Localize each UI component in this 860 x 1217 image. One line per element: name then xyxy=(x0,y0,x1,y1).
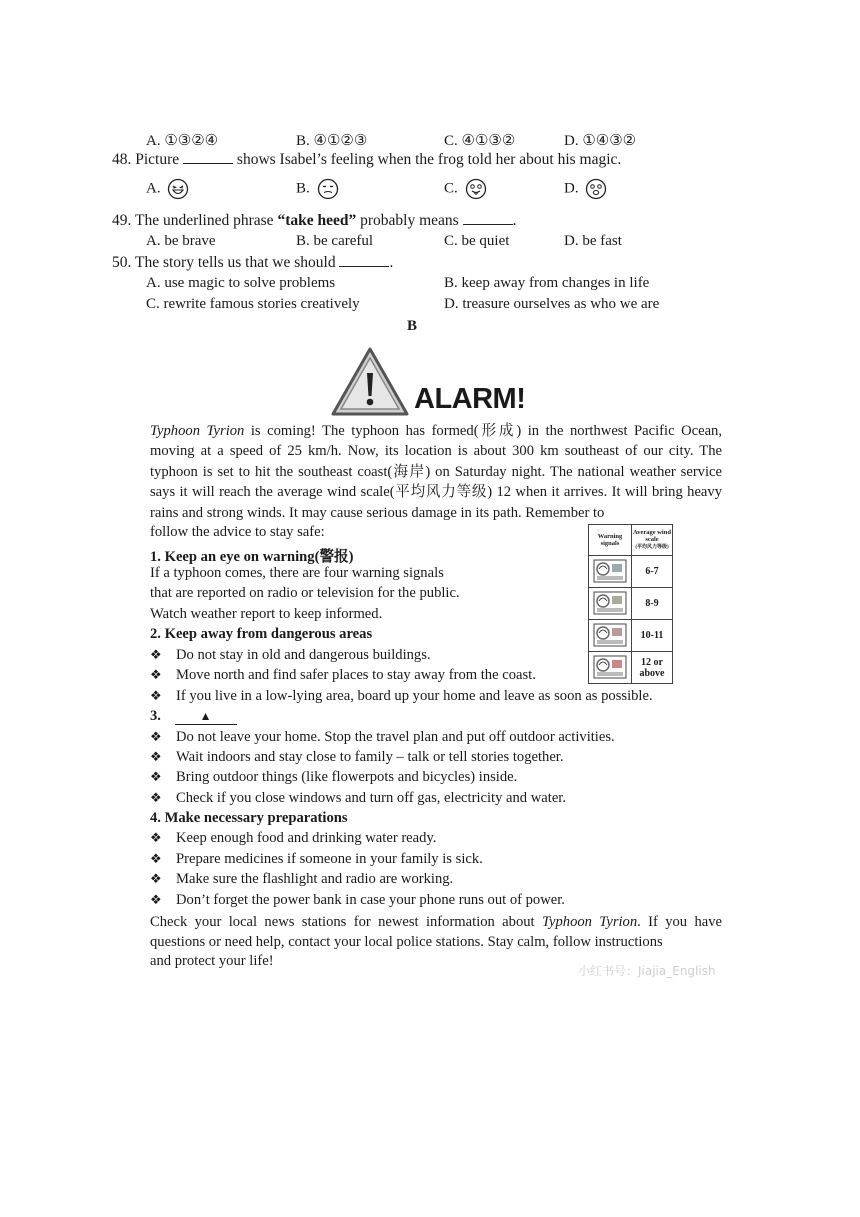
section1-line: that are reported on radio or television for the public. xyxy=(150,585,460,601)
list-item-text: Don’t forget the power bank in case your phone runs out of power. xyxy=(176,892,565,908)
table-header-scale-cn: (平均风力等级) xyxy=(635,545,669,550)
list-item-text: Move north and find safer places to stay away from the coast. xyxy=(176,667,536,683)
list-item-text: Prepare medicines if someone in your family is sick. xyxy=(176,851,483,867)
closing-typhoon-name: Typhoon Tyrion xyxy=(541,914,638,930)
list-item xyxy=(150,790,566,807)
list-item-text: Check if you close windows and turn off gas, electricity and water. xyxy=(176,790,567,806)
q50-option-b: B. keep away from changes in life xyxy=(444,275,650,291)
list-item-text: If you live in a low-lying area, board up your home and leave as soon as possible. xyxy=(176,688,653,704)
bullet-icon: ❖ xyxy=(150,769,162,784)
q49-text-after: probably means xyxy=(356,212,459,229)
q48-option-b-label: B. xyxy=(296,180,310,197)
section3-blank: ▲ xyxy=(175,709,237,725)
closing-text-after: . If you have questions or need help, contact your local police stations. Stay calm, follow instructions xyxy=(150,914,723,951)
q49-option-c: C. be quiet xyxy=(444,233,510,249)
list-item xyxy=(150,892,565,909)
list-item xyxy=(150,749,564,766)
q48-option-c-label: C. xyxy=(444,180,458,197)
wind-scale-value: 12 or above xyxy=(632,652,673,684)
intro-text: is coming! The typhoon has formed(形成) in the northwest Pacific Ocean, moving at a speed of 25 km/h. Now, its location is about 300 km southeast of our city. The typhoon is set to hit the southeast coast(海岸) on Saturday night. The national weather service says it will reach the average wind scale(平均风力等级) 12 when it arrives. It will bring heavy rains and strong winds. It may cause serious damage in its path. Remember to xyxy=(150,423,723,521)
list-item xyxy=(150,769,517,786)
tongue-face-icon xyxy=(465,178,487,200)
bullet-icon: ❖ xyxy=(150,892,162,907)
q50-option-a: A. use magic to solve problems xyxy=(146,275,336,291)
q48-text-before: 48. Picture xyxy=(112,151,180,168)
warning-signals-table xyxy=(588,524,673,684)
section1-line: Watch weather report to keep informed. xyxy=(150,606,383,622)
q50-option-c: C. rewrite famous stories creatively xyxy=(146,296,360,312)
q48-blank xyxy=(183,151,233,164)
list-item-text: Bring outdoor things (like flowerpots and bicycles) inside. xyxy=(176,769,518,785)
q49-blank xyxy=(463,212,513,225)
list-item xyxy=(150,871,453,888)
bullet-icon: ❖ xyxy=(150,647,162,662)
unamused-face-icon xyxy=(317,178,339,200)
closing-last-line: and protect your life! xyxy=(150,953,274,969)
list-item-text: Make sure the flashlight and radio are working. xyxy=(176,871,454,887)
table-row xyxy=(589,556,673,588)
list-item xyxy=(150,667,536,684)
q47-option-c: C. ④①③② xyxy=(444,133,516,149)
q48-question xyxy=(112,151,621,169)
q49-text-before: 49. The underlined phrase xyxy=(112,212,278,229)
table-row xyxy=(589,652,673,684)
laughing-face-icon xyxy=(167,178,189,200)
q48-text-after: shows Isabel’s feeling when the frog told her about his magic. xyxy=(233,151,622,168)
section3-number: 3. xyxy=(150,708,161,724)
q47-option-d: D. ①④③② xyxy=(564,133,637,149)
section3-heading xyxy=(150,708,237,725)
list-item-text: Do not leave your home. Stop the travel plan and put off outdoor activities. xyxy=(176,729,615,745)
q48-option-d xyxy=(564,178,607,200)
bullet-icon: ❖ xyxy=(150,871,162,886)
q49-option-a: A. be brave xyxy=(146,233,216,249)
q49-option-d: D. be fast xyxy=(564,233,622,249)
bullet-icon: ❖ xyxy=(150,667,162,682)
typhoon-signal-icon xyxy=(589,556,632,588)
q49-question: 49. The underlined phrase “take heed” probably means . xyxy=(112,212,517,229)
section4-heading: 4. Make necessary preparations xyxy=(150,810,348,826)
typhoon-signal-icon xyxy=(589,588,632,620)
watermark: 小红书号：Jiajia_English xyxy=(578,964,716,978)
q48-option-a xyxy=(146,178,189,200)
intro-paragraph xyxy=(150,421,722,523)
q49-phrase: “take heed” xyxy=(277,212,357,229)
section1-heading: 1. Keep an eye on warning(警报) xyxy=(150,549,354,565)
list-item xyxy=(150,830,436,847)
warning-triangle-icon xyxy=(330,346,410,418)
bullet-icon: ❖ xyxy=(150,688,162,703)
bullet-icon: ❖ xyxy=(150,729,162,744)
q48-option-c xyxy=(444,178,487,200)
table-header-signals: Warning signals xyxy=(589,525,632,556)
q50-question: 50. The story tells us that we should . xyxy=(112,254,394,271)
bullet-icon: ❖ xyxy=(150,749,162,764)
list-item xyxy=(150,647,431,664)
surprised-face-icon xyxy=(585,178,607,200)
wind-scale-value: 8-9 xyxy=(632,588,673,620)
table-header-scale xyxy=(632,525,673,556)
closing-paragraph xyxy=(150,912,722,953)
wind-scale-value: 10-11 xyxy=(632,620,673,652)
intro-last-line: follow the advice to stay safe: xyxy=(150,524,325,540)
section-label: B xyxy=(407,318,418,334)
q49-option-b: B. be careful xyxy=(296,233,374,249)
list-item-text: Keep enough food and drinking water ready. xyxy=(176,830,437,846)
section2-heading: 2. Keep away from dangerous areas xyxy=(150,626,373,642)
q50-blank xyxy=(339,254,389,267)
alarm-title: ALARM! xyxy=(414,383,526,415)
intro-typhoon-name: Typhoon Tyrion xyxy=(150,423,245,439)
bullet-icon: ❖ xyxy=(150,790,162,805)
list-item xyxy=(150,688,653,705)
q48-option-d-label: D. xyxy=(564,180,579,197)
wind-scale-value: 6-7 xyxy=(632,556,673,588)
list-item-text: Do not stay in old and dangerous buildings. xyxy=(176,647,431,663)
q48-option-b xyxy=(296,178,339,200)
q47-option-b: B. ④①②③ xyxy=(296,133,368,149)
table-row xyxy=(589,620,673,652)
q48-option-a-label: A. xyxy=(146,180,161,197)
section1-line: If a typhoon comes, there are four warning signals xyxy=(150,565,444,581)
typhoon-signal-icon xyxy=(589,652,632,684)
table-header-scale-text: Average wind scale xyxy=(633,529,671,543)
typhoon-signal-icon xyxy=(589,620,632,652)
bullet-icon: ❖ xyxy=(150,851,162,866)
list-item xyxy=(150,729,615,746)
q50-text-before: 50. The story tells us that we should xyxy=(112,254,336,271)
q47-option-a: A. ①③②④ xyxy=(146,133,219,149)
list-item-text: Wait indoors and stay close to family – talk or tell stories together. xyxy=(176,749,564,765)
list-item xyxy=(150,851,483,868)
bullet-icon: ❖ xyxy=(150,830,162,845)
q50-option-d: D. treasure ourselves as who we are xyxy=(444,296,660,312)
table-row xyxy=(589,588,673,620)
closing-text-before: Check your local news stations for newest information about xyxy=(150,914,542,930)
